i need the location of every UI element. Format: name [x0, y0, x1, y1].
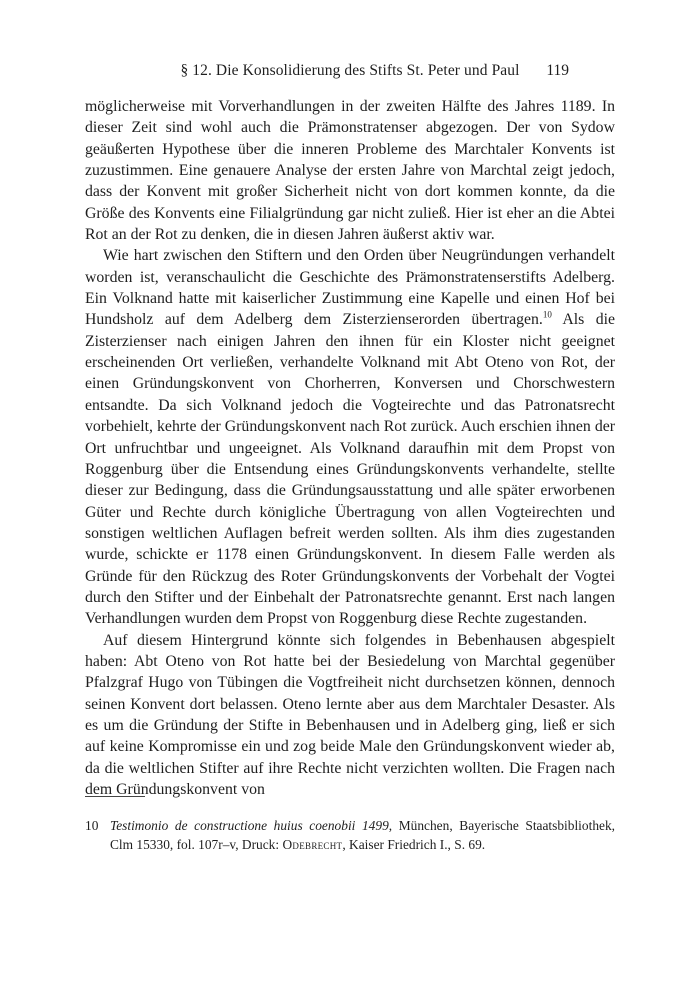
paragraph-3: Auf diesem Hintergrund könnte sich folgendes in Bebenhausen abgespielt haben: Abt Oteno von Rot hatte bei der Besiedelung von Marchtal gegenüber Pfalzgraf Hugo von Tübingen die Vogtfreiheit nicht durchsetzen können, dennoch seinen Konvent dort belassen. Oteno lernte aber aus dem Marchtaler Desaster. Als es um die Gründung der Stifte in Bebenhausen und in Adelberg ging, ließ er sich auf keine Kompromisse ein und zog beide Male den Gründungskonvent wieder ab, da die weltlichen Stifter auf ihre Rechte nicht verzichten wollten. Die Fragen nach dem Gründungskonvent von	[85, 631, 615, 798]
paragraph-2-part-1: Wie hart zwischen den Stiftern und den Orden über Neugründungen verhandelt worden ist, veranschaulicht die Geschichte des Prämonstratenserstifts Adelberg. Ein Volknand hatte mit kaiserlicher Zustimmung eine Kapelle und einen Hof bei Hundsholz auf dem Adelberg dem Zisterzienserorden übertragen.	[85, 247, 615, 329]
page-number: 119	[546, 62, 569, 79]
footnote-reference[interactable]: 10	[542, 310, 552, 321]
footnote-text-part-1: , München, Bayerische Staatsbibliothek, Clm 15330, fol. 107r–v, Druck:	[110, 818, 616, 852]
paragraph-2-part-2: Als die Zisterzienser nach einigen Jahren den ihnen für ein Kloster nicht geeignet erscheinenden Ort verließen, verhandelte Volknand mit Abt Oteno von Rot, der einen Gründungskonvent von Chorherren, Konversen und Chorschwestern entsandte. Da sich Volknand jedoch die Vogteirechte und das Patronatsrecht vorbehielt, kehrte der Gründungskonvent nach Rot zurück. Auch erschien ihnen der Ort unfruchtbar und ungeeignet. Als Volknand daraufhin mit dem Propst von Roggenburg über die Entsendung eines Gründungskonvents verhandelte, stellte dieser zur Bedingung, dass die Gründungsausstattung und alle später erworbenen Güter und Rechte durch königliche Übertragung von allen Vogteirechten und sonstigen weltlichen Auflagen befreit werden sollten. Als ihm dies zugestanden wurde, schickte er 1178 einen Gründungskonvent. In diesem Falle werden als Gründe für den Rückzug des Roter Gründungskonvents der Vorbehalt der Vogtei durch den Stifter und der Einbehalt der Patronatsrechte genannt. Erst nach langen Verhandlungen wurden dem Propst von Roggenburg diese Rechte zugestanden.	[85, 311, 616, 628]
footnote-10	[85, 816, 615, 854]
footnote-source-title: Testimonio de constructione huius coenobii 1499	[110, 818, 389, 833]
footnote-text-part-2: , Kaiser Friedrich I., S. 69.	[342, 837, 486, 852]
paragraph-2	[85, 245, 615, 629]
footnote-text	[110, 816, 615, 854]
footnote-author: Odebrecht	[282, 837, 343, 852]
paragraph-1: möglicherweise mit Vorverhandlungen in der zweiten Hälfte des Jahres 1189. In dieser Zeit sind wohl auch die Prämonstratenser abgezogen. Der von Sydow geäußerten Hypothese über die inneren Probleme des Marchtaler Konvents ist zuzustimmen. Eine genauere Analyse der ersten Jahre von Marchtal zeigt jedoch, dass der Konvent mit großer Sicherheit nicht von dort kommen konnte, da die Größe des Konvents eine Filialgründung gar nicht zuließ. Hier ist eher an die Abtei Rot an der Rot zu denken, die in diesen Jahren äußerst aktiv war.	[85, 98, 615, 244]
body-text	[85, 96, 615, 800]
footnote-number: 10	[85, 818, 99, 833]
footnote-divider	[85, 796, 145, 797]
running-title: § 12. Die Konsolidierung des Stifts St. Peter und Paul	[180, 62, 520, 79]
running-header	[85, 62, 615, 86]
